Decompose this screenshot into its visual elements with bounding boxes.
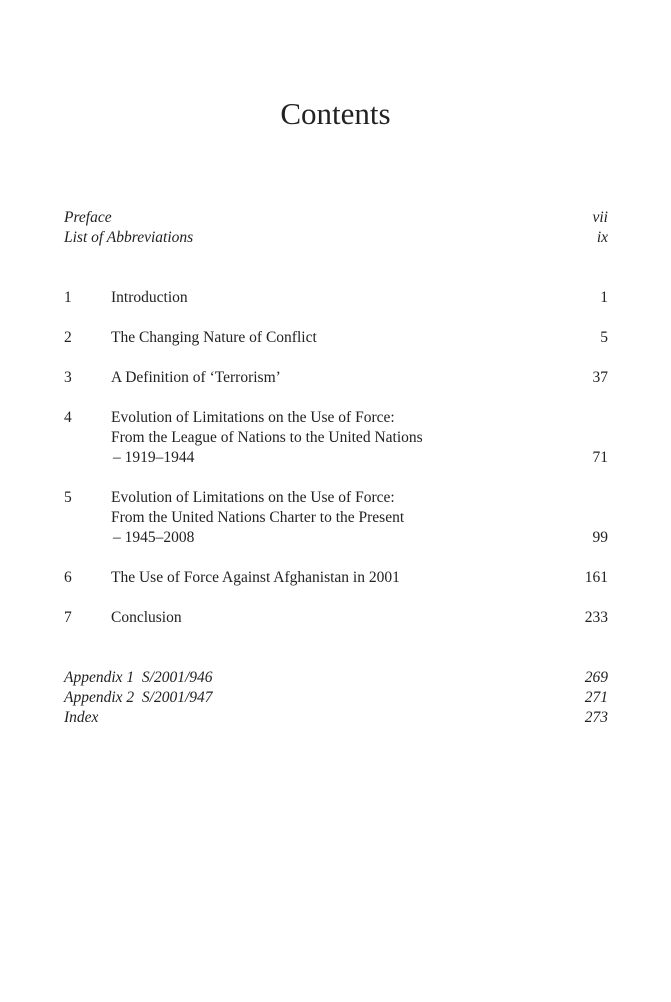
- chapter-title: [111, 288, 188, 308]
- toc-entry-preface: [64, 208, 608, 228]
- chapter-title: [111, 368, 281, 388]
- toc-entry-page: ix: [596, 229, 608, 246]
- toc-chapter-7: [64, 608, 608, 628]
- toc-entry-appendix-2: [64, 688, 608, 708]
- toc-entry-label: Index: [64, 709, 99, 726]
- chapter-title: [111, 328, 317, 348]
- chapter-title-line: From the League of Nations to the United Nations: [111, 429, 423, 446]
- chapter-title: [111, 568, 400, 588]
- toc-entry-label: Appendix 2 S/2001/947: [64, 689, 213, 706]
- toc-entry-page: vii: [592, 209, 608, 226]
- toc-chapter-2: [64, 328, 608, 348]
- chapter-title-line: From the United Nations Charter to the Present: [111, 509, 405, 526]
- toc-chapter-5: [64, 488, 608, 548]
- chapter-title: [111, 488, 404, 548]
- chapter-title-line: – 1945–2008: [113, 529, 195, 546]
- chapter-page: 161: [584, 569, 608, 586]
- chapter-number: 6: [64, 569, 72, 586]
- chapter-page: 233: [584, 609, 608, 626]
- chapter-number: 7: [64, 609, 72, 626]
- chapter-title-line: The Changing Nature of Conflict: [111, 329, 317, 346]
- toc-entry-page: 271: [584, 689, 608, 706]
- chapter-page: 71: [592, 449, 608, 466]
- chapter-title: [111, 408, 423, 468]
- toc-entry-page: 273: [584, 709, 608, 726]
- chapter-title-line: – 1919–1944: [113, 449, 195, 466]
- chapter-title-line: Conclusion: [111, 609, 182, 626]
- chapter-title-line: Evolution of Limitations on the Use of Force:: [111, 409, 395, 426]
- toc-chapter-6: [64, 568, 608, 588]
- chapter-number: 1: [64, 289, 72, 306]
- chapter-number: 3: [64, 369, 72, 386]
- toc-entry-page: 269: [584, 669, 608, 686]
- chapter-page: 99: [592, 529, 608, 546]
- chapter-title-line: The Use of Force Against Afghanistan in 2001: [111, 569, 400, 586]
- toc-entry-label: List of Abbreviations: [64, 229, 194, 246]
- chapter-page: 5: [600, 329, 608, 346]
- chapter-number: 5: [64, 489, 72, 506]
- toc-chapter-4: [64, 408, 608, 468]
- chapter-title: [111, 608, 182, 628]
- chapter-page: 1: [600, 289, 608, 306]
- toc-chapter-1: [64, 288, 608, 308]
- chapter-page: 37: [592, 369, 608, 386]
- toc-entry-abbreviations: [64, 228, 608, 248]
- toc-entry-index: [64, 708, 608, 728]
- toc-entry-label: Preface: [64, 209, 112, 226]
- chapter-title-line: Evolution of Limitations on the Use of Force:: [111, 489, 395, 506]
- chapter-title-line: A Definition of ‘Terrorism’: [111, 369, 281, 386]
- chapter-title-line: Introduction: [111, 289, 188, 306]
- toc-chapter-3: [64, 368, 608, 388]
- chapter-number: 4: [64, 409, 72, 426]
- toc-entry-label: Appendix 1 S/2001/946: [64, 669, 213, 686]
- chapter-number: 2: [64, 329, 72, 346]
- page-title: Contents: [280, 96, 391, 131]
- toc-entry-appendix-1: [64, 668, 608, 688]
